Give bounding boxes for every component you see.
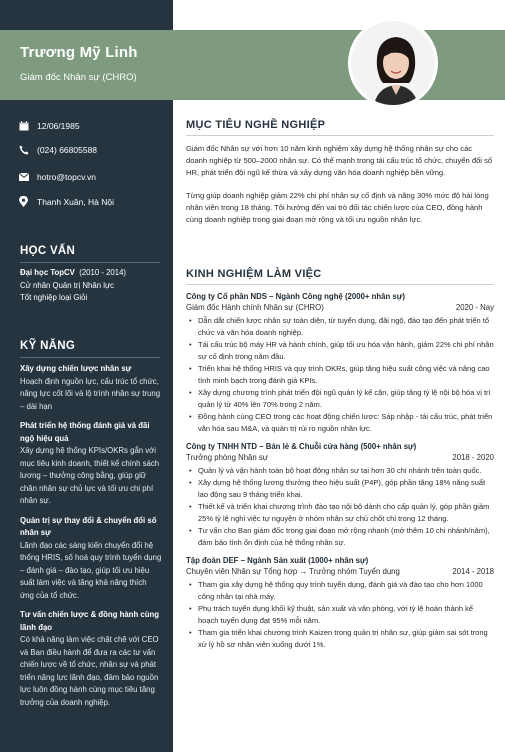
- skill-item: [20, 420, 162, 508]
- job-bullet: • Xây dựng hệ thống lương thưởng theo hiệu suất (P4P), góp phần tăng 18% năng suất lao động sau 9 tháng triển khai.: [186, 477, 494, 501]
- job-bullet: • Tái cấu trúc bộ máy HR và hành chính, giúp tối ưu hóa vận hành, giảm 22% chi phí nhân sự cố định trong năm đầu.: [186, 339, 494, 363]
- skill-title: Quản trị sự thay đổi & chuyển đổi số nhân sự: [20, 515, 157, 537]
- job-bullet: • Triển khai hệ thống HRIS và quy trình OKRs, giúp tăng hiệu suất công việc và nâng cao tính minh bạch trong đánh giá KPIs.: [186, 363, 494, 387]
- objective-paragraph: Từng giúp doanh nghiệp giảm 22% chi phí nhân sự cố định và nâng 30% mức độ hài lòng nhân viên trong 18 tháng. Tôi hướng đến vai trò đối tác chiến lược của CEO, đồng hành cùng doanh nghiệp trong giai đoạn mở rộng và tối ưu nguồn nhân lực.: [186, 191, 489, 224]
- job-bullet: • Dẫn dắt chiến lược nhân sự toàn diện, từ tuyển dụng, đãi ngộ, đào tạo đến phát triển tổ chức và văn hóa doanh nghiệp.: [186, 315, 494, 339]
- skill-item: [20, 363, 162, 413]
- contact-email: [18, 171, 168, 182]
- job-bullet: • Quản lý và vận hành toàn bộ hoạt động nhân sự tại hơn 30 chi nhánh trên toàn quốc.: [186, 465, 494, 477]
- job-bullets: [186, 315, 494, 435]
- skill-title: Phát triển hệ thống đánh giá và đãi ngộ hiệu quả: [20, 421, 150, 443]
- education-divider: [20, 262, 160, 263]
- education-block: [20, 267, 162, 305]
- sidebar-top: [0, 0, 173, 30]
- job-bullet: • Xây dựng chương trình phát triển đội ngũ quản lý kế cận, giúp tăng tỷ lệ nội bộ hóa vị trí quản lý từ 40% lên 70% trong 2 năm.: [186, 387, 494, 411]
- job-period: 2014 - 2018: [452, 567, 494, 576]
- location-pin-icon: [18, 196, 29, 207]
- job-role: Trưởng phòng Nhân sự: [186, 453, 269, 462]
- birthday-text: 12/06/1985: [37, 120, 80, 131]
- education-heading: HỌC VẤN: [20, 245, 76, 257]
- calendar-icon: [18, 120, 29, 131]
- skills-list: [20, 356, 162, 709]
- job-bullet: • Tham gia xây dựng hệ thống quy trình tuyển dụng, đánh giá và đào tạo cho hơn 1000 công nhân tại nhà máy.: [186, 579, 494, 603]
- objective-paragraph: Giám đốc Nhân sự với hơn 10 năm kinh nghiệm xây dựng hệ thống nhân sự cho các doanh nghiệp từ 500–2000 nhân sự. Có thế mạnh trong tái cấu trúc tổ chức, chuyển đổi số HR, phát triển đội ngũ kế thừa và xây dựng văn hóa doanh nghiệp bền vững.: [186, 144, 493, 177]
- candidate-name: Trương Mỹ Linh: [20, 44, 138, 61]
- objective-divider: [186, 135, 494, 136]
- skill-desc: Xây dựng hệ thống KPIs/OKRs gắn với mục tiêu kinh doanh, thiết kế chính sách lương – thưởng công bằng, giúp giữ chân nhân sự chủ lực và tối ưu chi phí nhân sự.: [20, 446, 160, 505]
- job-bullet: • Phụ trách tuyển dụng khối kỹ thuật, sản xuất và văn phòng, với tỷ lệ hoàn thành kế hoạch tuyển dụng đạt 95% mỗi năm.: [186, 603, 494, 627]
- job-bullet: • Thiết kế và triển khai chương trình đào tạo nội bộ dành cho cấp quản lý, góp phần giảm 25% tỷ lệ nghỉ việc tự nguyện ở nhóm nhân sự chủ chốt chỉ trong 12 tháng.: [186, 501, 494, 525]
- education-degree: Cử nhân Quản trị Nhân lực: [20, 280, 115, 290]
- contact-birthday: [18, 120, 168, 131]
- experience-heading: KINH NGHIỆM LÀM VIỆC: [186, 268, 322, 280]
- skill-desc: Hoạch định nguồn lực, cấu trúc tổ chức, năng lực cốt lõi và lộ trình nhân sự trung – dài hạn: [20, 376, 161, 411]
- job-bullet: • Đồng hành cùng CEO trong các hoạt động chiến lược: Sáp nhập - tái cấu trúc, phát triển văn hóa sau M&A, và quản trị rủi ro nguồn nhân lực.: [186, 411, 494, 435]
- job-bullets: [186, 465, 494, 549]
- skill-item: [20, 609, 162, 709]
- phone-text: (024) 66805588: [37, 144, 98, 155]
- job-company: Tập đoàn DEF – Ngành Sản xuất (1000+ nhân sự): [186, 556, 369, 565]
- experience-section: [186, 268, 494, 651]
- education-years: (2010 - 2014): [79, 268, 127, 277]
- objective-heading: MỤC TIÊU NGHỀ NGHIỆP: [186, 119, 326, 131]
- education-grade: Tốt nghiệp loại Giỏi: [20, 293, 88, 302]
- job-period: 2018 - 2020: [452, 453, 494, 462]
- job-entry: [186, 442, 494, 549]
- objective-section: [186, 119, 494, 226]
- skill-title: Xây dựng chiến lược nhân sự: [20, 364, 132, 373]
- skill-desc: Có khả năng làm việc chặt chẽ với CEO và Ban điều hành để đưa ra các tư vấn chiến lược về tổ chức, nhân sự và phát triển năng lực lãnh đạo, đảm bảo nguồn lực luôn đồng hành cùng mục tiêu tăng trưởng của doanh nghiệp.: [20, 635, 159, 707]
- phone-icon: [18, 144, 29, 155]
- job-entry: [186, 556, 494, 651]
- contact-address: [18, 196, 168, 207]
- job-role: Chuyên viên Nhân sự Tổng hợp → Trưởng nhóm Tuyển dụng: [186, 567, 400, 576]
- job-company: Công ty TNHH NTD – Bán lẻ & Chuỗi cửa hàng (500+ nhân sự): [186, 442, 417, 451]
- skill-desc: Lãnh đạo các sáng kiến chuyển đổi hệ thống HRIS, số hoá quy trình tuyển dụng – đánh giá – đào tạo, giúp tối ưu hiệu suất làm việc và tăng khả năng thích ứng của tổ chức.: [20, 540, 162, 600]
- job-role: Giám đốc Hành chính Nhân sự (CHRO): [186, 303, 324, 312]
- job-period: 2020 - Nay: [455, 303, 494, 312]
- job-bullet: • Tư vấn cho Ban giám đốc trong giai đoạn mở rộng nhanh (mở thêm 10 chi nhánh/năm), đảm bảo tính ổn định của hệ thống nhân sự.: [186, 525, 494, 549]
- avatar: [348, 18, 438, 108]
- education-school: Đại học TopCV: [20, 268, 75, 277]
- skill-item: [20, 515, 162, 603]
- experience-divider: [186, 284, 494, 285]
- skill-title: Tư vấn chiến lược & đồng hành cùng lãnh đạo: [20, 610, 159, 632]
- job-bullets: [186, 579, 494, 651]
- job-entry: [186, 292, 494, 435]
- job-company: Công ty Cổ phần NDS – Ngành Công nghệ (2000+ nhân sự): [186, 292, 405, 301]
- address-text: Thanh Xuân, Hà Nội: [37, 196, 115, 207]
- candidate-title: Giám đốc Nhân sự (CHRO): [20, 72, 137, 83]
- email-text: hotro@topcv.vn: [37, 171, 97, 182]
- mail-icon: [18, 171, 29, 182]
- job-bullet: • Tham gia triển khai chương trình Kaizen trong quản trị nhân sự, giúp giảm sai sót trong xử lý hồ sơ nhân viên xuống dưới 1%.: [186, 627, 494, 651]
- contact-phone: [18, 144, 168, 155]
- skills-heading: KỸ NĂNG: [20, 340, 76, 352]
